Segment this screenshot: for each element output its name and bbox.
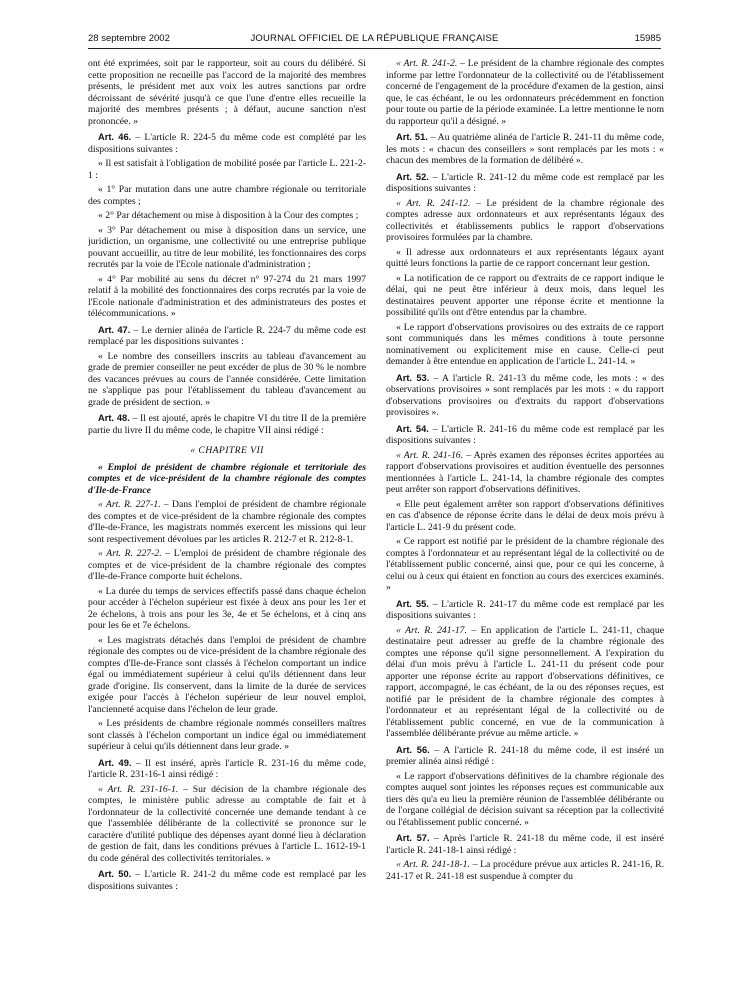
article-label: Art. 47. <box>98 324 131 335</box>
article-46 <box>88 132 366 155</box>
chapter-title: « Emploi de président de chambre régionale et territoriale des comptes et de vice-président de la chambre régionale des comptes d'Ile-de-France <box>88 461 366 496</box>
article-53 <box>386 373 664 419</box>
article-text: – L'emploi de président de chambre régionale des comptes et de vice-président de la chambre régionale des comptes d'Ile-de-France comporte huit échelons. <box>88 548 366 582</box>
article-label: « Art. R. 227-2. <box>98 548 162 559</box>
left-column <box>88 58 366 988</box>
page-header <box>88 33 661 49</box>
article-text: – L'article R. 241-17 du même code est remplacé par les dispositions suivantes : <box>386 598 664 621</box>
chapter-heading: « CHAPITRE VII <box>190 445 264 456</box>
header-rule <box>88 48 661 49</box>
article-text: – Après l'article R. 241-18 du même code, il est inséré l'article R. 241-18-1 ainsi rédigé : <box>386 833 664 856</box>
article-label: Art. 50. <box>98 869 132 879</box>
article-text: – L'article R. 241-2 du même code est remplacé par les dispositions suivantes : <box>88 869 366 892</box>
article-text: – L'article R. 241-16 du même code est remplacé par les dispositions suivantes : <box>386 423 664 446</box>
article-text: – Le président de la chambre régionale des comptes informe par lettre l'ordonnateur de la collectivité ou de l'établissement concerné de l'engagement de la procédure d'examen de la gestion, ainsi que, le cas échéant, le ou les ordonnateurs précédemment en fonction pour toute ou partie de la période examinée. La lettre mentionne le nom du rapporteur qu'il a désigné. » <box>386 58 664 127</box>
paragraph: « 3° Par détachement ou mise à disposition dans un service, une juridiction, un organisme, une collectivité ou une entreprise publique pouvant accueillir, au titre de leur mobilité, les fonctionnaires des corps recrutés par la voie de l'Ecole nationale d'administration ; <box>88 224 366 270</box>
paragraph: « Le rapport d'observations définitives de la chambre régionale des comptes auquel sont jointes les réponses reçues est communicable aux tiers dès qu'a eu lieu la première réunion de l'assemblée délibérante ou de l'organe collégial de décision suivant sa réception par la collectivité ou l'établissement public concerné. » <box>386 770 664 828</box>
article-text: – Sur décision de la chambre régionale des comptes, le ministère public adresse au comptable de fait et à l'ordonnateur de la collectivité concernée une demande tendant à ce que l'assemblée délibérante de la collectivité se prononce sur le caractère d'utilité publique des dépenses ayant donné lieu à déclaration de gestion de fait, dans les conditions prévues à l'article L. 1612-19-1 du code général des collectivités territoriales. » <box>88 783 366 864</box>
article-label: Art. 56. <box>396 744 430 755</box>
article-label: Art. 46. <box>98 132 132 142</box>
article-text: – Dans l'emploi de président de chambre régionale des comptes et de vice-président de la chambre régionale des comptes d'Ile-de-France, les magistrats nommés exercent les missions qui leur sont respectivement dévolues par les articles R. 212-7 et R. 212-8-1. <box>88 499 366 545</box>
article-label: Art. 53. <box>396 372 430 383</box>
article-48 <box>88 413 366 436</box>
header-page-number: 15985 <box>634 33 661 44</box>
article-text: – Il est inséré, après l'article R. 231-16 du même code, l'article R. 231-16-1 ainsi rédigé : <box>88 757 366 780</box>
paragraph: « La durée du temps de services effectifs passé dans chaque échelon pour accéder à l'échelon supérieur est fixée à deux ans pour les 1er et 2e échelons, à trois ans pour les 3e, 4e et 5e échelons, et à cinq ans pour les 6e et 7e échelons. <box>88 585 366 631</box>
paragraph: « La notification de ce rapport ou d'extraits de ce rapport indique le délai, qui ne peut être inférieur à deux mois, dans lequel les destinataires peuvent apporter une réponse écrite et mentionne la possibilité qu'ils ont d'être entendus par la chambre. <box>386 272 664 318</box>
paragraph: « Il est satisfait à l'obligation de mobilité posée par l'article L. 221-2-1 : <box>88 158 366 181</box>
article-text: – L'article R. 224-5 du même code est complété par les dispositions suivantes : <box>88 132 366 155</box>
article-label: « Art. R. 241-12. <box>396 197 471 209</box>
paragraph: « 2° Par détachement ou mise à disposition à la Cour des comptes ; <box>98 210 359 221</box>
article-label: Art. 51. <box>396 132 428 142</box>
article-text: – Le dernier alinéa de l'article R. 224-7 du même code est remplacé par les dispositions suivantes : <box>88 324 366 347</box>
article-56 <box>386 745 664 768</box>
article-label: « Art. R. 241-16. <box>396 449 464 461</box>
right-column <box>386 58 664 988</box>
header-date: 28 septembre 2002 <box>88 33 170 44</box>
article-text: – A l'article R. 241-18 du même code, il est inséré un premier alinéa ainsi rédigé : <box>386 744 664 767</box>
article-label: Art. 49. <box>98 757 132 768</box>
paragraph: « Elle peut également arrêter son rapport d'observations définitives en cas d'absence de réponse écrite dans le délai de deux mois prévu à l'article L. 241-9 du présent code. <box>386 498 664 533</box>
article-label: « Art. R. 241-18-1. <box>396 859 470 870</box>
paragraph <box>386 58 664 127</box>
article-label: « Art. R. 241-2. <box>396 58 458 69</box>
article-label: Art. 52. <box>396 171 429 182</box>
paragraph: « Ce rapport est notifié par le président de la chambre régionale des comptes à l'ordonnateur et au représentant légal de la collectivité ou de l'établissement public concerné, ainsi que, pour ce qui les concerne, à celui ou à ceux qui étaient en fonction au cours des exercices examinés. » <box>386 536 664 593</box>
header-journal-title: JOURNAL OFFICIEL DE LA RÉPUBLIQUE FRANÇAISE <box>250 33 499 44</box>
paragraph <box>88 548 366 583</box>
article-text: – L'article R. 241-12 du même code est remplacé par les dispositions suivantes : <box>386 171 664 194</box>
paragraph <box>386 625 664 740</box>
paragraph <box>386 450 664 496</box>
paragraph: « 4° Par mobilité au sens du décret n° 97-274 du 21 mars 1997 relatif à la mobilité des fonctionnaires des corps recrutés par la voie de l'Ecole nationale d'administration et des administrateurs des postes et télécommunications. » <box>88 273 366 319</box>
paragraph <box>386 198 664 244</box>
article-label: Art. 54. <box>396 423 429 434</box>
article-label: Art. 48. <box>98 413 130 423</box>
article-57 <box>386 833 664 856</box>
article-text: – Il est ajouté, après le chapitre VI du titre II de la première partie du livre II du même code, le chapitre VII ainsi rédigé : <box>88 413 366 436</box>
paragraph: « Il adresse aux ordonnateurs et aux représentants légaux ayant quitté leurs fonctions la partie de ce rapport concernant leur gestion. <box>386 246 664 269</box>
article-text: – Au quatrième alinéa de l'article R. 241-11 du même code, les mots : « chacun des conseillers » sont remplacés par les mots : « chacun des membres de la formation de délibéré ». <box>386 132 664 166</box>
article-55 <box>386 599 664 622</box>
paragraph: « Le nombre des conseillers inscrits au tableau d'avancement au grade de premier conseiller ne peut excéder de plus de 30 % le nombre des vacances prévues au cours de l'année considérée. Cette limitation ne s'applique pas pour l'établissement du tableau d'avancement au grade de président de section. » <box>88 350 366 408</box>
article-47 <box>88 325 366 348</box>
article-54 <box>386 424 664 447</box>
paragraph: « Le rapport d'observations provisoires ou des extraits de ce rapport sont communiqués dans les mêmes conditions à toute personne nominativement ou explicitement mise en cause. Celle-ci peut demander à être entendue en application de l'article L. 241-14. » <box>386 321 664 367</box>
article-label: « Art. R. 241-17. <box>396 624 467 636</box>
article-text: – Après examen des réponses écrites apportées au rapport d'observations provisoires et audition éventuelle des personnes mentionnées à l'article L. 241-14, la chambre régionale des comptes peut arrêter son rapport d'observations définitives. <box>386 449 664 495</box>
article-label: « Art. R. 231-16-1. <box>98 783 179 795</box>
article-text: – Le président de la chambre régionale des comptes adresse aux ordonnateurs et aux représentants légaux des collectivités et établissements publics le rapport d'observations provisoires formulées par la chambre. <box>386 197 664 243</box>
article-text: – La procédure prévue aux articles R. 241-16, R. 241-17 et R. 241-18 est suspendue à compter du <box>386 859 664 882</box>
paragraph <box>88 499 366 545</box>
article-49 <box>88 758 366 781</box>
article-label: « Art. R. 227-1. <box>98 499 161 510</box>
article-label: Art. 55. <box>396 598 429 609</box>
paragraph <box>386 859 664 882</box>
article-text: – A l'article R. 241-13 du même code, les mots : « des observations provisoires » sont remplacés par les mots : « du rapport d'observations provisoires ou d'extraits du rapport d'observations provisoires ». <box>386 372 664 418</box>
paragraph: « Les présidents de chambre régionale nommés conseillers maîtres sont classés à l'échelon comportant un indice égal ou immédiatement supérieur à celui qu'ils détiennent dans leur grade. » <box>88 718 366 752</box>
article-50 <box>88 869 366 892</box>
paragraph: « 1° Par mutation dans une autre chambre régionale ou territoriale des comptes ; <box>88 184 366 207</box>
paragraph <box>88 784 366 865</box>
article-text: – En application de l'article L. 241-11, chaque destinataire peut adresser au greffe de la chambre régionale des comptes une réponse qu'il signe personnellement. A l'expiration du délai d'un mois prévu à l'article L. 241-11 du présent code pour apporter une réponse écrite au rapport d'observations définitives, ce rapport, accompagné, le cas échéant, de la ou des réponses reçues, est notifié par le président de la chambre régionale des comptes à l'ordonnateur et au représentant légal de la collectivité ou de l'établissement public concerné, en vue de la communication à l'assemblée délibérante prévue au même article. » <box>386 624 664 739</box>
paragraph: ont été exprimées, soit par le rapporteur, soit au cours du délibéré. Si cette proposition ne recueille pas l'accord de la majorité des membres présents, le président met aux voix les autres sanctions par ordre décroissant de sévérité jusqu'à ce que l'une d'entre elles recueille la majorité des membres présents ; à défaut, aucune sanction n'est prononcée. » <box>88 58 366 127</box>
article-52 <box>386 172 664 195</box>
paragraph: « Les magistrats détachés dans l'emploi de président de chambre régionale des comptes ou de vice-président de la chambre régionale des comptes d'Ile-de-France sont classés à l'échelon comportant un indice égal ou immédiatement supérieur à celui qu'ils détiennent dans leur grade d'origine. Ils conservent, dans la limite de la durée de services exigée pour l'accès à l'échelon supérieur de leur nouvel emploi, l'ancienneté acquise dans l'échelon de leur grade. <box>88 634 366 715</box>
article-51 <box>386 132 664 167</box>
article-label: Art. 57. <box>396 833 430 843</box>
